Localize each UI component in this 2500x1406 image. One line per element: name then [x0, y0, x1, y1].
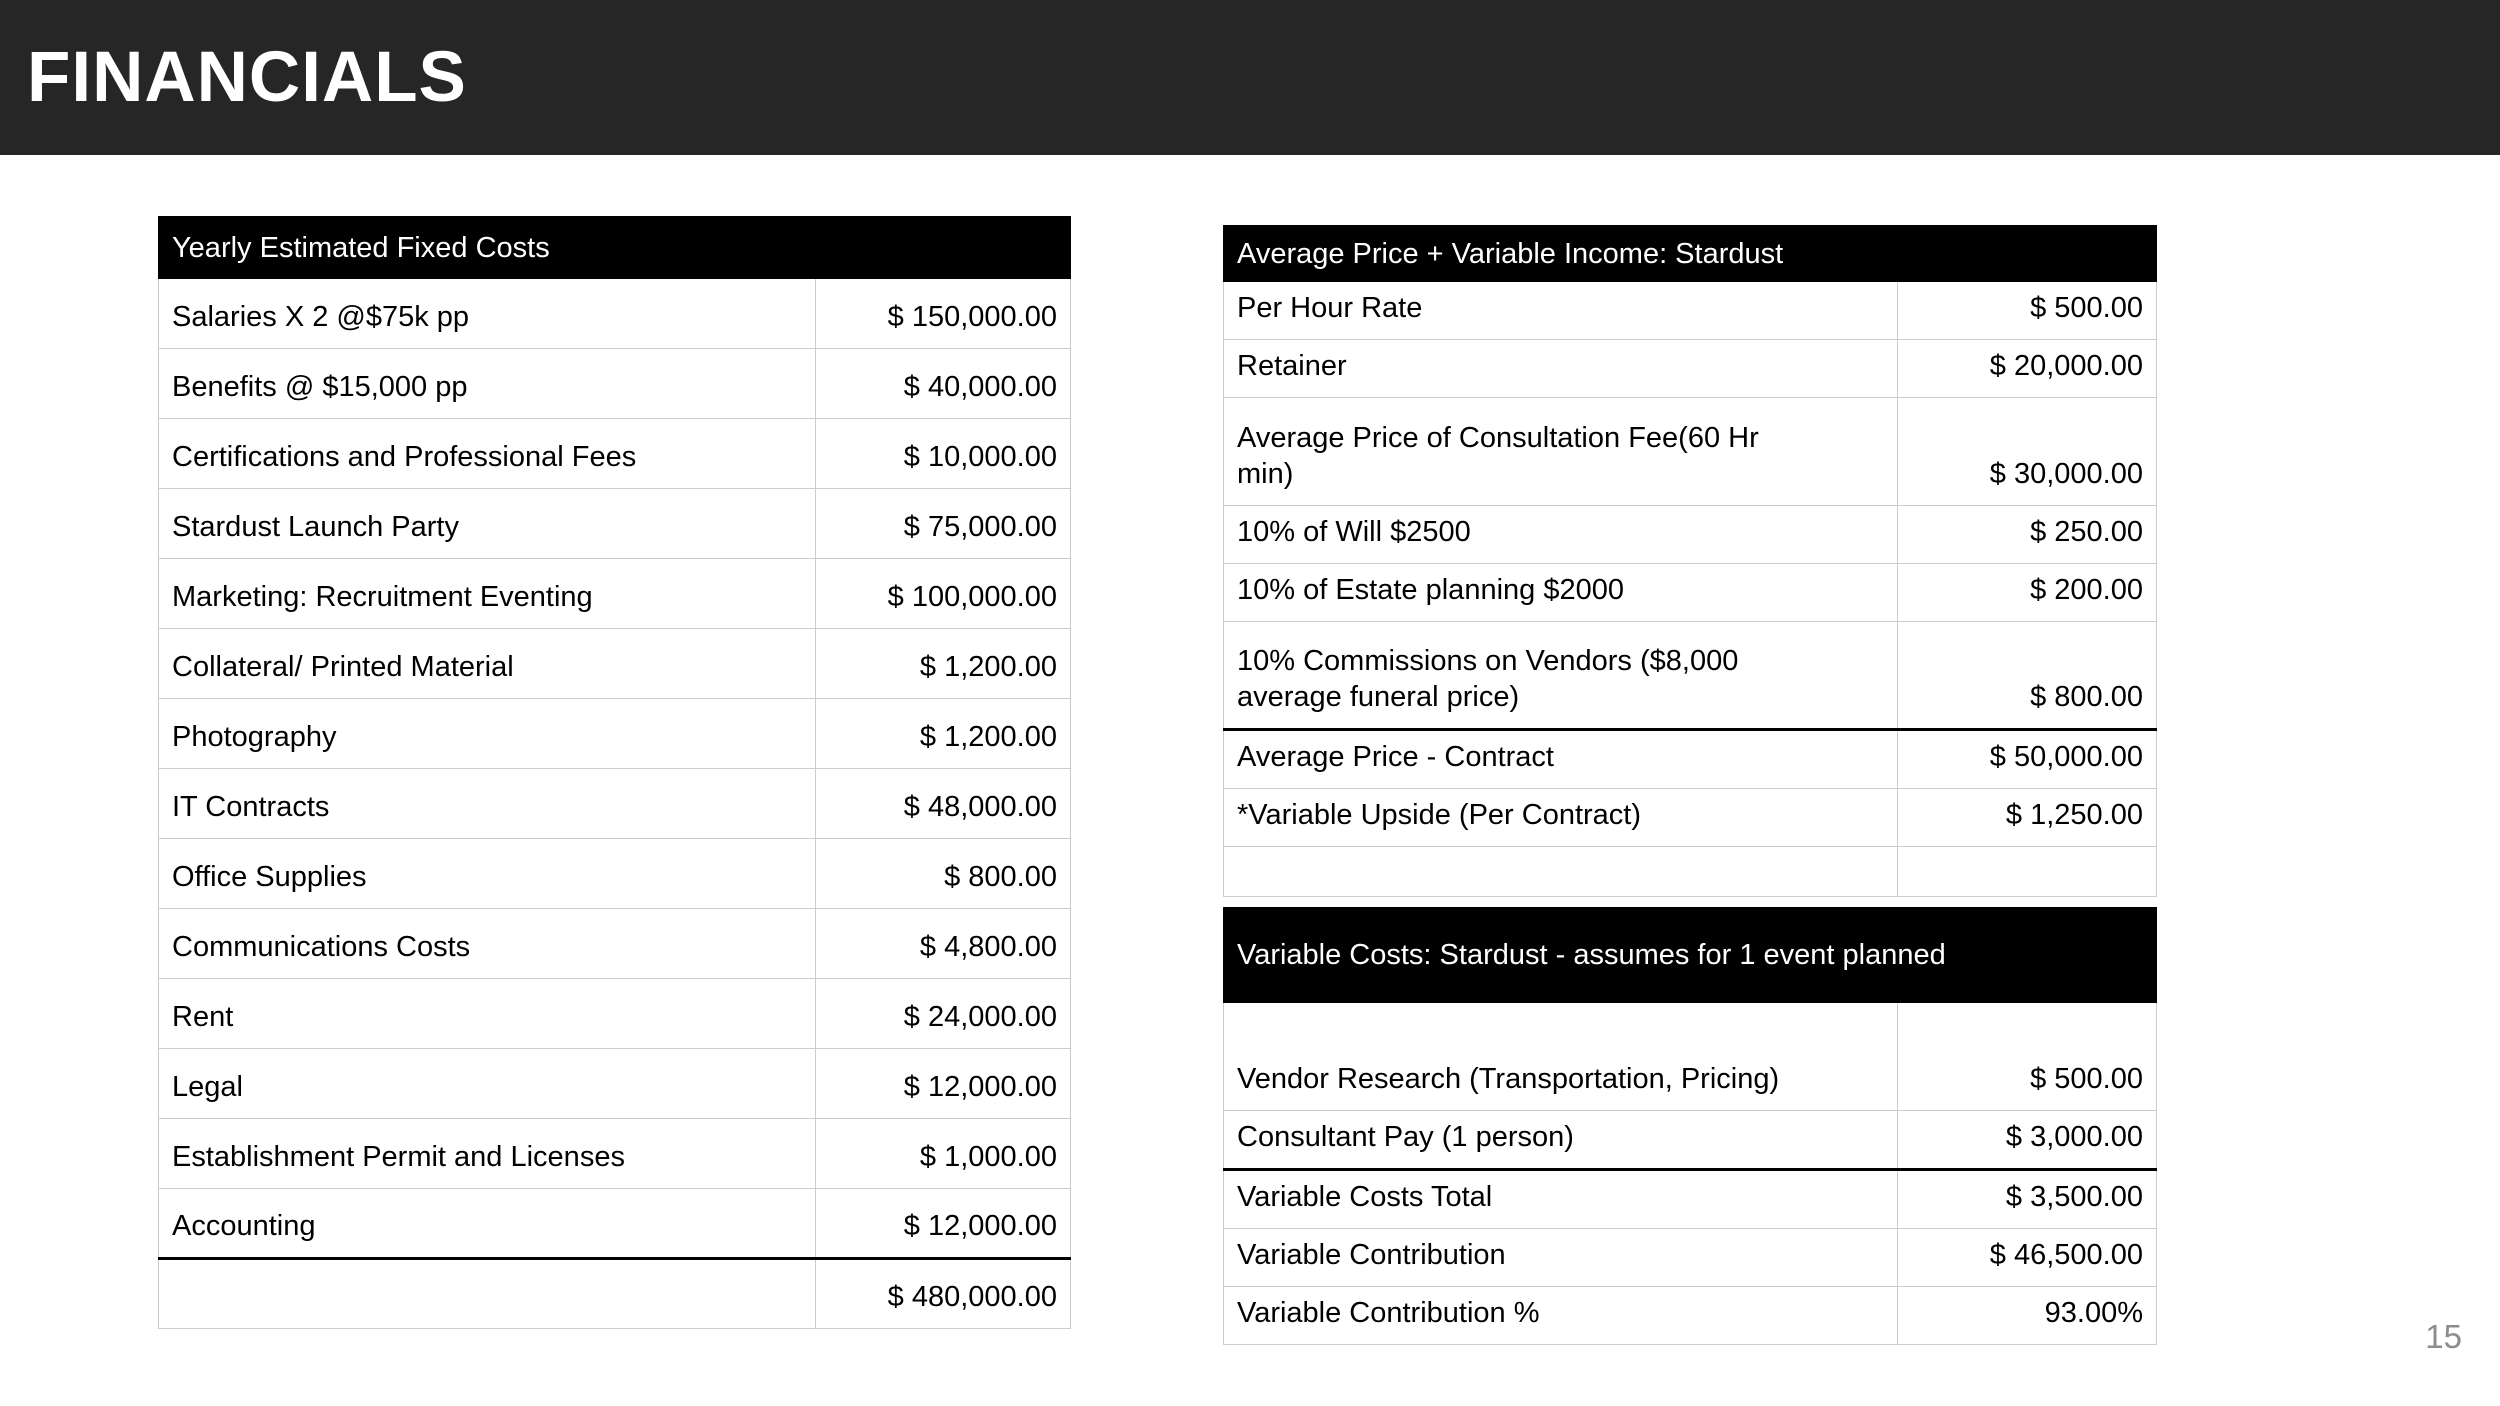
empty-row-label — [1224, 847, 1898, 897]
row-label: IT Contracts — [159, 769, 816, 839]
table-row — [1224, 622, 2157, 730]
empty-row — [1224, 847, 2157, 897]
table-row — [1224, 1229, 2157, 1287]
row-label-text: 10% Commissions on Vendors ($8,000 average funeral price) — [1237, 645, 1739, 713]
table-row — [1224, 564, 2157, 622]
row-label: Marketing: Recruitment Eventing — [159, 559, 816, 629]
row-label: Variable Contribution — [1224, 1229, 1898, 1287]
row-label-text: Average Price of Consultation Fee(60 Hr min) — [1237, 422, 1759, 490]
total-row-label — [159, 1259, 816, 1329]
row-label: Consultant Pay (1 person) — [1224, 1111, 1898, 1170]
row-label: Communications Costs — [159, 909, 816, 979]
row-value: $ 500.00 — [1898, 1003, 2157, 1111]
row-label: Certifications and Professional Fees — [159, 419, 816, 489]
variable-costs-table — [1223, 907, 2157, 1345]
table-row — [1224, 282, 2157, 340]
table-row — [159, 769, 1071, 839]
row-value: $ 800.00 — [1898, 622, 2157, 730]
table-row — [159, 559, 1071, 629]
row-label: Accounting — [159, 1189, 816, 1259]
row-value: $ 1,250.00 — [1898, 789, 2157, 847]
row-label: Per Hour Rate — [1224, 282, 1898, 340]
row-value: $ 12,000.00 — [816, 1049, 1071, 1119]
row-label: Rent — [159, 979, 816, 1049]
table-row — [159, 699, 1071, 769]
table-header-row — [1224, 908, 2157, 1003]
row-value: $ 20,000.00 — [1898, 340, 2157, 398]
row-value: $ 30,000.00 — [1898, 398, 2157, 506]
table-header-row — [159, 217, 1071, 279]
row-label-text: Vendor Research (Transportation, Pricing) — [1237, 1063, 1780, 1095]
variable-income-table — [1223, 225, 2157, 897]
row-value: 93.00% — [1898, 1287, 2157, 1345]
table-row — [159, 349, 1071, 419]
row-value: $ 4,800.00 — [816, 909, 1071, 979]
slide-title: FINANCIALS — [27, 38, 467, 117]
row-label: Variable Costs Total — [1224, 1170, 1898, 1229]
row-value: $ 75,000.00 — [816, 489, 1071, 559]
title-bar — [0, 0, 2500, 155]
row-label: Salaries X 2 @$75k pp — [159, 279, 816, 349]
row-value: $ 100,000.00 — [816, 559, 1071, 629]
table-row — [1224, 789, 2157, 847]
row-label: 10% of Will $2500 — [1224, 506, 1898, 564]
row-label: Collateral/ Printed Material — [159, 629, 816, 699]
table-header-row — [1224, 226, 2157, 282]
empty-row-value — [1898, 847, 2157, 897]
row-value: $ 3,500.00 — [1898, 1170, 2157, 1229]
variable-income-table-header: Average Price + Variable Income: Stardust — [1224, 226, 2157, 282]
table-row — [159, 419, 1071, 489]
row-value: $ 10,000.00 — [816, 419, 1071, 489]
table-row — [159, 979, 1071, 1049]
table-row — [1224, 340, 2157, 398]
row-value: $ 40,000.00 — [816, 349, 1071, 419]
table-row — [159, 1189, 1071, 1259]
row-value: $ 50,000.00 — [1898, 730, 2157, 789]
row-value: $ 12,000.00 — [816, 1189, 1071, 1259]
row-label: Benefits @ $15,000 pp — [159, 349, 816, 419]
table-row — [1224, 506, 2157, 564]
page-number: 15 — [2425, 1318, 2462, 1355]
row-label: Establishment Permit and Licenses — [159, 1119, 816, 1189]
row-value: $ 3,000.00 — [1898, 1111, 2157, 1170]
row-label — [1224, 622, 1898, 730]
row-label: 10% of Estate planning $2000 — [1224, 564, 1898, 622]
table-row — [1224, 1287, 2157, 1345]
table-row — [1224, 1003, 2157, 1111]
row-label — [1224, 398, 1898, 506]
row-value: $ 200.00 — [1898, 564, 2157, 622]
row-label — [1224, 1003, 1898, 1111]
table-row — [159, 279, 1071, 349]
fixed-costs-table — [158, 216, 1071, 1329]
row-value: $ 46,500.00 — [1898, 1229, 2157, 1287]
table-row — [159, 909, 1071, 979]
row-value: $ 1,200.00 — [816, 629, 1071, 699]
row-label: Retainer — [1224, 340, 1898, 398]
row-label: Legal — [159, 1049, 816, 1119]
table-row — [159, 839, 1071, 909]
variable-costs-table-header — [1224, 908, 2157, 1003]
row-value: $ 24,000.00 — [816, 979, 1071, 1049]
right-column — [1223, 225, 2157, 1345]
row-value: $ 800.00 — [816, 839, 1071, 909]
table-row — [1224, 730, 2157, 789]
row-label: *Variable Upside (Per Contract) — [1224, 789, 1898, 847]
row-value: $ 48,000.00 — [816, 769, 1071, 839]
row-value: $ 500.00 — [1898, 282, 2157, 340]
fixed-costs-table-header: Yearly Estimated Fixed Costs — [159, 217, 1071, 279]
table-row — [1224, 398, 2157, 506]
row-label: Average Price - Contract — [1224, 730, 1898, 789]
row-value: $ 1,000.00 — [816, 1119, 1071, 1189]
row-value: $ 250.00 — [1898, 506, 2157, 564]
row-value: $ 150,000.00 — [816, 279, 1071, 349]
row-label: Office Supplies — [159, 839, 816, 909]
table-row — [159, 1119, 1071, 1189]
row-label: Photography — [159, 699, 816, 769]
table-row — [159, 489, 1071, 559]
row-value: $ 1,200.00 — [816, 699, 1071, 769]
row-label: Variable Contribution % — [1224, 1287, 1898, 1345]
table-header-text: Variable Costs: Stardust - assumes for 1 event planned — [1237, 939, 1946, 971]
row-label: Stardust Launch Party — [159, 489, 816, 559]
table-row — [1224, 1170, 2157, 1229]
table-row — [159, 1049, 1071, 1119]
table-row — [159, 629, 1071, 699]
total-row-value: $ 480,000.00 — [816, 1259, 1071, 1329]
total-row — [159, 1259, 1071, 1329]
table-row — [1224, 1111, 2157, 1170]
